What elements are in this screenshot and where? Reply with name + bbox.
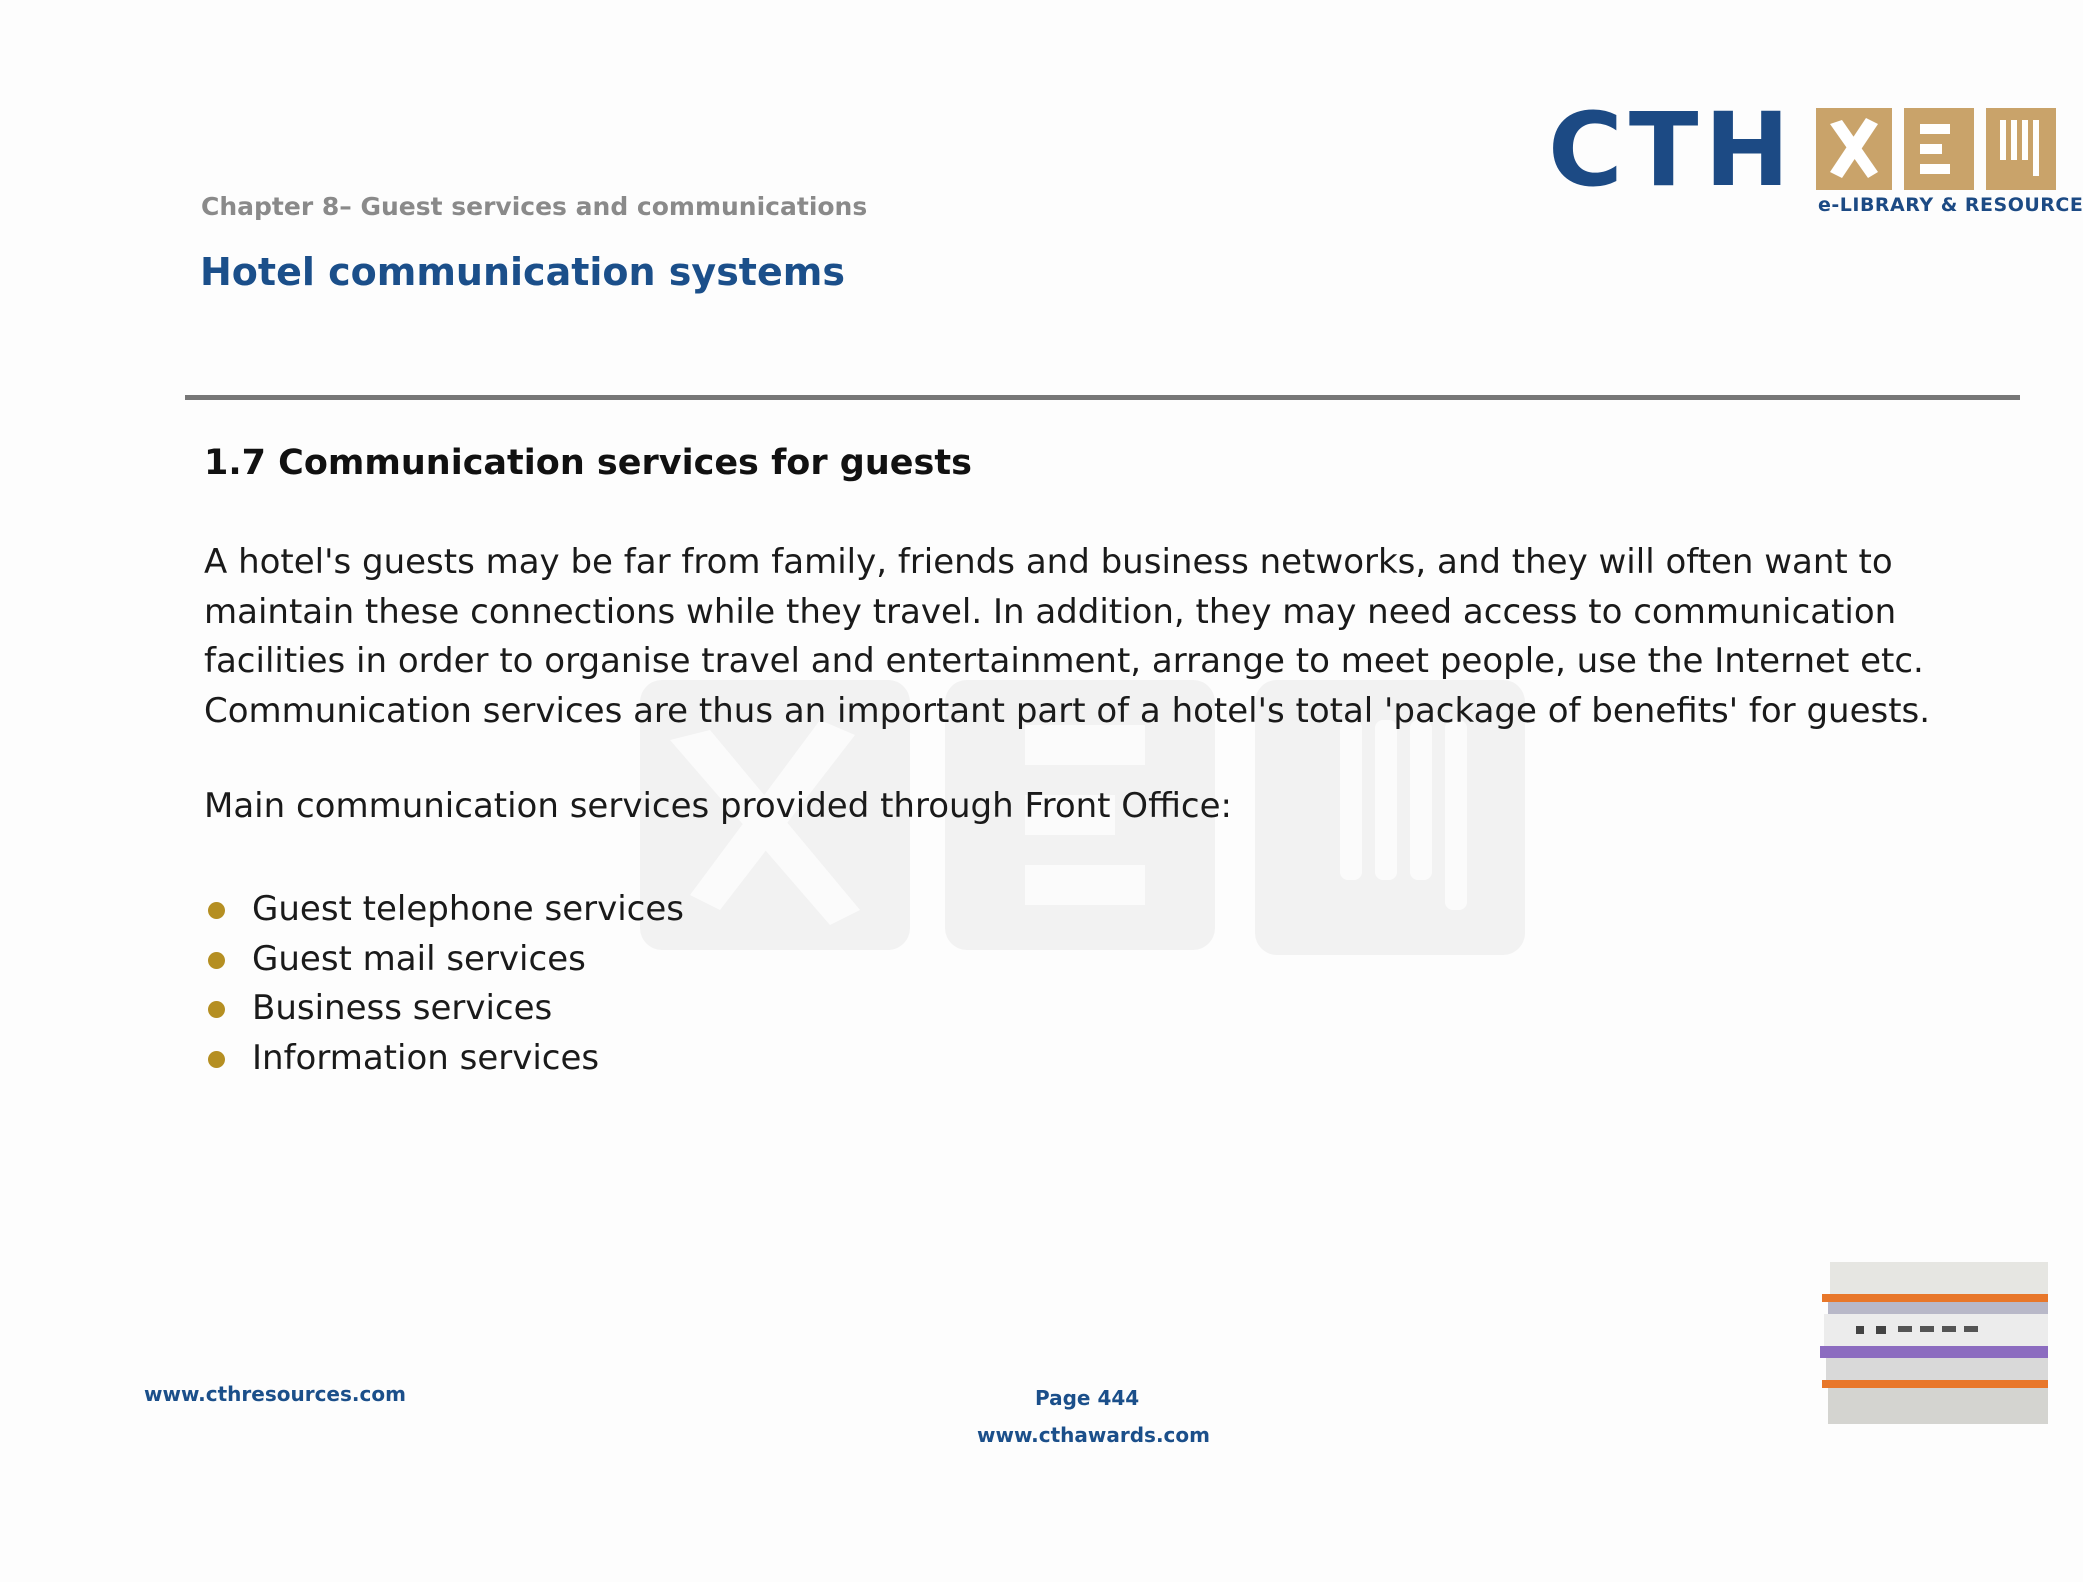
services-list — [204, 885, 684, 1083]
bullet-icon — [208, 1001, 225, 1018]
bullet-icon — [208, 1051, 225, 1068]
bullet-icon — [208, 952, 225, 969]
service-label: Information services — [252, 1037, 600, 1078]
list-item — [204, 1034, 684, 1084]
list-item — [204, 885, 684, 935]
header-divider — [185, 395, 2020, 400]
logo-letters: CTH — [1548, 91, 1796, 210]
footer-resources-link[interactable]: www.cthresources.com — [144, 1382, 406, 1406]
intro-paragraph: A hotel's guests may be far from family, friends and business networks, and they will often want to maintain these connections while they travel. In addition, they may need access to communication facilities in order to organise travel and entertainment, arrange to meet people, use the Internet etc. Communication services are thus an important part of a hotel's total 'package of benefits' for guests. — [204, 542, 1931, 731]
service-label: Guest telephone services — [252, 889, 684, 929]
cth-logo — [1548, 91, 2083, 220]
list-item — [204, 935, 684, 985]
service-label: Guest mail services — [252, 938, 586, 979]
bullet-icon — [208, 902, 225, 919]
page-title: Hotel communication systems — [200, 250, 845, 294]
service-label: Business services — [252, 988, 553, 1028]
logo-tagline: e-LIBRARY & RESOURCE — [1818, 194, 2083, 216]
services-intro: Main communication services provided through Front Office: — [204, 786, 1233, 826]
list-item — [204, 984, 684, 1034]
section-heading: 1.7 Communication services for guests — [204, 443, 972, 483]
footer-awards-link[interactable]: www.cthawards.com — [977, 1423, 1210, 1447]
book-stack-image — [1808, 1262, 2048, 1432]
page-number: Page 444 — [1035, 1386, 1140, 1410]
chapter-label: Chapter 8– Guest services and communications — [201, 192, 868, 221]
logo-icon-tiles — [1816, 108, 2056, 190]
